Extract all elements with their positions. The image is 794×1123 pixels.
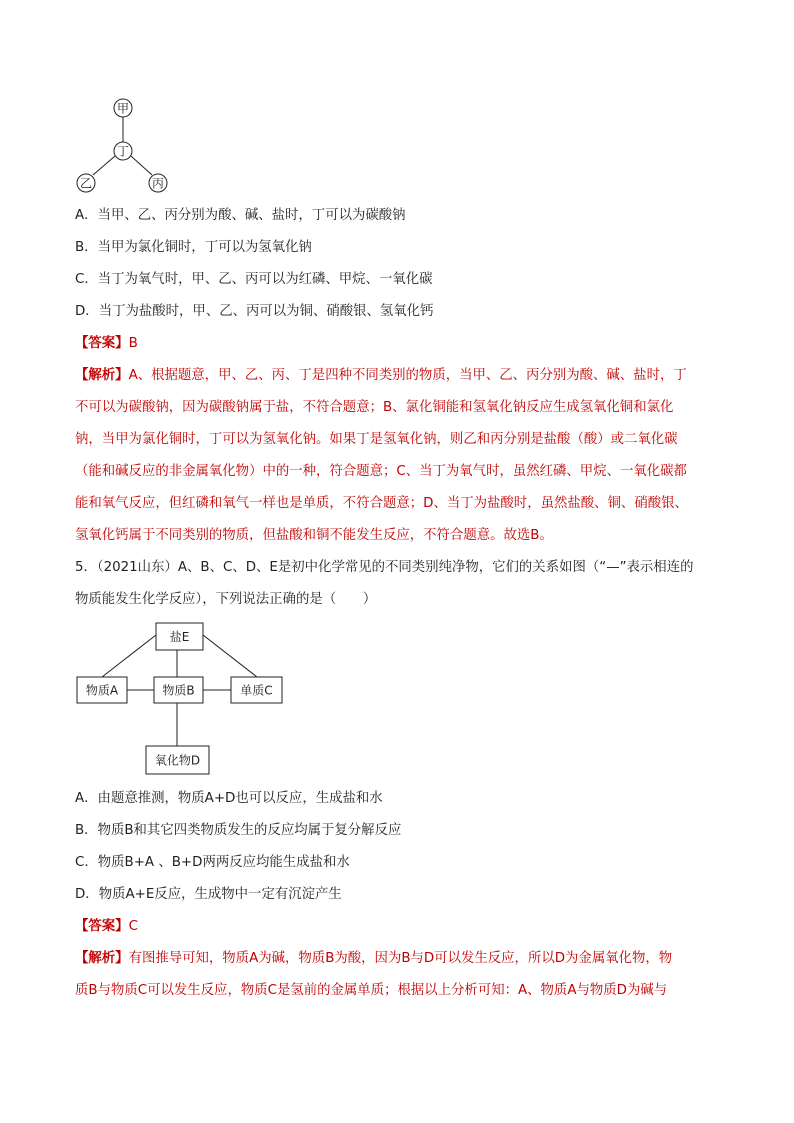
answer-label: 【答案】: [75, 336, 129, 351]
q5-option-a: A．由题意推测，物质A+D也可以反应，生成盐和水: [75, 791, 383, 806]
q5-option-d: D．物质A+E反应，生成物中一定有沉淀产生: [75, 887, 342, 902]
q4-analysis-line-3: 钠，当甲为氯化铜时，丁可以为氢氧化钠。如果丁是氢氧化钠，则乙和丙分别是盐酸（酸）或二氧化碳: [75, 432, 678, 447]
q4-analysis-line-1: [75, 367, 725, 385]
q5-option-c: C．物质B+A 、B+D两两反应均能生成盐和水: [75, 855, 350, 870]
relation-diagram: [70, 615, 290, 780]
analysis-text: 有图推导可知，物质A为碱，物质B为酸，因为B与D可以发生反应，所以D为金属氧化物，物: [128, 951, 673, 966]
q5-analysis-line-2: 质B与物质C可以发生反应，物质C是氢前的金属单质；根据以上分析可知：A、物质A与物质D为碱与: [75, 983, 668, 998]
q4-analysis-line-4: （能和碱反应的非金属氧化物）中的一种，符合题意；C、当丁为氧气时，虽然红磷、甲烷、一氧化碳都: [75, 464, 687, 479]
analysis-text: A、根据题意，甲、乙、丙、丁是四种不同类别的物质，当甲、乙、丙分别为酸、碱、盐时，丁: [128, 368, 687, 383]
label-oxide-d: 氧化物D: [154, 753, 201, 768]
q4-analysis-line-6: 氢氧化钙属于不同类别的物质，但盐酸和铜不能发生反应，不符合题意。故选B。: [75, 528, 553, 543]
q4-answer: [75, 335, 725, 353]
q4-analysis-line-5: 能和氧气反应，但红磷和氧气一样也是单质，不符合题意；D、当丁为盐酸时，虽然盐酸、铜、硝酸银、: [75, 496, 688, 511]
q4-option-a: A．当甲、乙、丙分别为酸、碱、盐时，丁可以为碳酸钠: [75, 208, 406, 223]
node-ding-label: 丁: [116, 144, 130, 159]
answer-label: 【答案】: [75, 919, 129, 934]
q5-stem-line-2: 物质能发生化学反应），下列说法正确的是（ ）: [75, 592, 377, 607]
q5-stem-line-1: 5．（2021山东）A、B、C、D、E是初中化学常见的不同类别纯净物，它们的关系如图（“—”表示相连的: [75, 560, 694, 575]
label-substance-a: 物质A: [85, 683, 119, 698]
node-yi-label: 乙: [79, 176, 93, 191]
analysis-label: 【解析】: [75, 368, 129, 383]
node-jia-label: 甲: [116, 101, 130, 116]
answer-value: C: [128, 919, 138, 934]
q4-option-b: B．当甲为氯化铜时，丁可以为氢氧化钠: [75, 240, 312, 255]
q5-answer: [75, 918, 725, 936]
answer-value: B: [128, 336, 138, 351]
tree-diagram: [70, 95, 180, 200]
q4-analysis-line-2: 不可以为碳酸钠，因为碳酸钠属于盐，不符合题意；B、氯化铜能和氢氧化钠反应生成氢氧化铜和氯化: [75, 400, 674, 415]
label-element-c: 单质C: [240, 683, 273, 698]
q4-option-d: D．当丁为盐酸时，甲、乙、丙可以为铜、硝酸银、氢氧化钙: [75, 304, 434, 319]
q4-option-c: C．当丁为氧气时，甲、乙、丙可以为红磷、甲烷、一氧化碳: [75, 272, 433, 287]
analysis-label: 【解析】: [75, 951, 129, 966]
q5-analysis-line-1: [75, 950, 725, 968]
q5-option-b: B．物质B和其它四类物质发生的反应均属于复分解反应: [75, 823, 402, 838]
label-salt-e: 盐E: [169, 630, 190, 644]
label-substance-b: 物质B: [162, 683, 195, 698]
node-bing-label: 丙: [151, 176, 165, 191]
